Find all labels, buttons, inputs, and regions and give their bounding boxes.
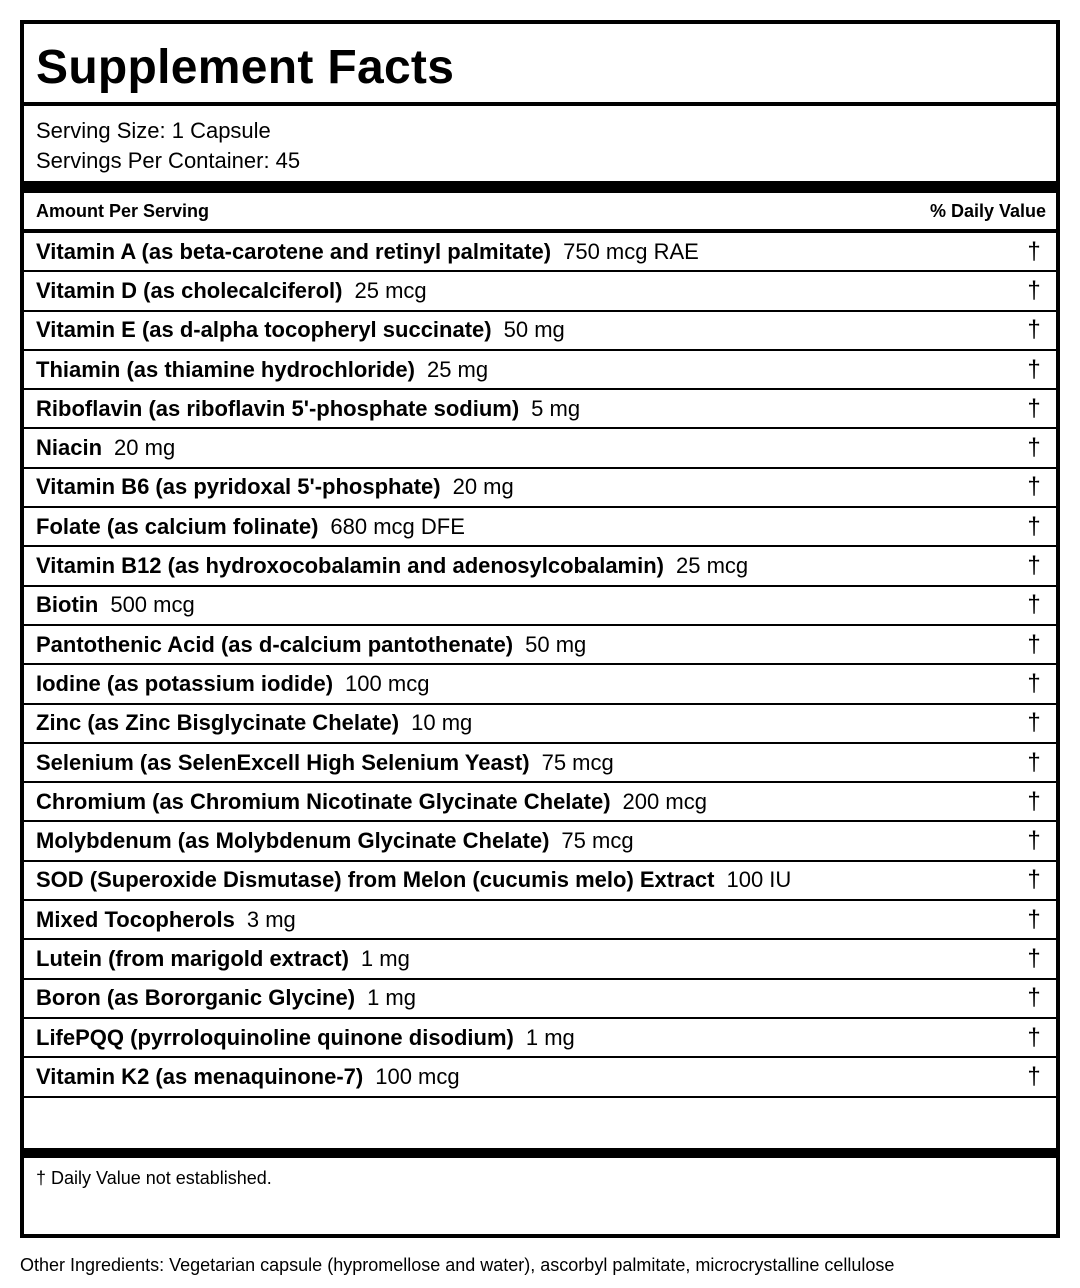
nutrient-name: Selenium (as SelenExcell High Selenium Yeast)	[36, 749, 530, 775]
nutrient-amount: 25 mg	[426, 356, 489, 382]
nutrient-row	[24, 940, 1056, 979]
nutrient-label	[36, 946, 410, 972]
nutrient-name: Niacin	[36, 435, 103, 461]
nutrient-label	[36, 278, 427, 304]
nutrient-amount: 500 mcg	[110, 592, 195, 618]
nutrient-label	[36, 553, 748, 579]
nutrient-name: Vitamin B12 (as hydroxocobalamin and adenosylcobalamin)	[36, 553, 664, 579]
nutrient-name: Vitamin A (as beta-carotene and retinyl palmitate)	[36, 238, 552, 264]
nutrient-label	[36, 239, 699, 265]
nutrient-label	[36, 750, 614, 776]
nutrient-row	[24, 862, 1056, 901]
daily-value-mark: †	[1027, 473, 1041, 501]
nutrient-amount: 1 mg	[525, 1024, 575, 1050]
nutrient-label	[36, 514, 465, 540]
nutrient-name: Pantothenic Acid (as d-calcium pantothenate)	[36, 631, 514, 657]
nutrient-label	[36, 907, 296, 933]
nutrient-amount: 200 mcg	[622, 788, 707, 814]
nutrient-label	[36, 710, 472, 736]
nutrient-row	[24, 1058, 1056, 1097]
nutrient-amount: 10 mg	[411, 710, 473, 736]
nutrient-name: Vitamin K2 (as menaquinone-7)	[36, 1063, 364, 1089]
other-ingredients: Other Ingredients: Vegetarian capsule (hypromellose and water), ascorbyl palmitate, microcrystalline cellulose	[20, 1255, 895, 1275]
daily-value-mark: †	[1027, 866, 1041, 894]
nutrient-amount: 50 mg	[503, 317, 565, 343]
nutrient-row	[24, 272, 1056, 311]
serving-info	[36, 116, 300, 176]
nutrient-amount: 75 mcg	[561, 828, 634, 854]
nutrient-row	[24, 822, 1056, 861]
bottom-thick-divider	[24, 1148, 1056, 1158]
footnote: † Daily Value not established.	[36, 1168, 272, 1188]
daily-value-mark: †	[1027, 827, 1041, 855]
nutrient-label	[36, 435, 175, 461]
nutrient-amount: 20 mg	[114, 435, 176, 461]
nutrient-amount: 20 mg	[452, 474, 514, 500]
nutrient-row	[24, 744, 1056, 783]
daily-value-mark: †	[1027, 905, 1041, 933]
nutrient-name: Boron (as Bororganic Glycine)	[36, 985, 356, 1011]
nutrient-row	[24, 233, 1056, 272]
nutrient-name: Molybdenum (as Molybdenum Glycinate Chelate)	[36, 828, 550, 854]
nutrient-amount: 680 mcg DFE	[330, 513, 465, 539]
nutrient-label	[36, 985, 416, 1011]
nutrient-amount: 3 mg	[246, 906, 296, 932]
nutrient-row	[24, 626, 1056, 665]
nutrient-amount: 25 mcg	[354, 277, 427, 303]
daily-value-mark: †	[1027, 316, 1041, 344]
nutrient-row	[24, 469, 1056, 508]
daily-value-mark: †	[1027, 709, 1041, 737]
daily-value-mark: †	[1027, 512, 1041, 540]
nutrient-name: Thiamin (as thiamine hydrochloride)	[36, 356, 415, 382]
panel-title: Supplement Facts	[36, 41, 455, 94]
daily-value-mark: †	[1027, 394, 1041, 422]
nutrient-name: Riboflavin (as riboflavin 5'-phosphate sodium)	[36, 395, 520, 421]
nutrient-name: Vitamin B6 (as pyridoxal 5'-phosphate)	[36, 474, 441, 500]
nutrient-amount: 750 mcg RAE	[563, 238, 699, 264]
nutrient-name: Mixed Tocopherols	[36, 906, 235, 932]
thick-divider	[24, 181, 1056, 193]
nutrient-row	[24, 1019, 1056, 1058]
nutrient-amount: 1 mg	[367, 985, 416, 1011]
nutrient-label	[36, 592, 195, 618]
nutrient-name: Vitamin E (as d-alpha tocopheryl succinate)	[36, 317, 492, 343]
nutrient-label	[36, 474, 514, 500]
nutrient-name: Vitamin D (as cholecalciferol)	[36, 277, 343, 303]
nutrient-label	[36, 1025, 575, 1051]
nutrient-row	[24, 980, 1056, 1019]
daily-value-mark: †	[1027, 591, 1041, 619]
nutrient-row	[24, 901, 1056, 940]
nutrient-amount: 50 mg	[525, 631, 587, 657]
nutrient-row	[24, 508, 1056, 547]
nutrient-name: Folate (as calcium folinate)	[36, 513, 319, 539]
supplement-facts-panel	[20, 20, 1060, 1238]
daily-value-mark: †	[1027, 787, 1041, 815]
daily-value-mark: †	[1027, 355, 1041, 383]
daily-value-header: % Daily Value	[929, 200, 1046, 221]
nutrient-row	[24, 705, 1056, 744]
nutrient-label	[36, 828, 634, 854]
nutrient-amount: 75 mcg	[541, 749, 614, 775]
nutrient-label	[36, 867, 791, 893]
daily-value-mark: †	[1027, 630, 1041, 658]
nutrient-amount: 25 mcg	[676, 553, 749, 579]
nutrient-row	[24, 547, 1056, 586]
nutrient-label	[36, 396, 580, 422]
nutrient-amount: 5 mg	[531, 395, 581, 421]
daily-value-mark: †	[1027, 276, 1041, 304]
daily-value-mark: †	[1027, 434, 1041, 462]
daily-value-mark: †	[1027, 237, 1041, 265]
nutrient-name: Lutein (from marigold extract)	[36, 945, 349, 971]
nutrient-row	[24, 665, 1056, 704]
nutrient-name: Biotin	[36, 592, 99, 618]
daily-value-mark: †	[1027, 984, 1041, 1012]
column-header-row	[24, 193, 1056, 229]
daily-value-mark: †	[1027, 1062, 1041, 1090]
nutrient-row	[24, 587, 1056, 626]
nutrient-amount: 1 mg	[360, 945, 410, 971]
daily-value-mark: †	[1027, 1023, 1041, 1051]
nutrient-row	[24, 351, 1056, 390]
daily-value-mark: †	[1027, 669, 1041, 697]
serving-size: Serving Size: 1 Capsule	[36, 118, 271, 143]
nutrient-label	[36, 671, 429, 697]
nutrient-name: Zinc (as Zinc Bisglycinate Chelate)	[36, 710, 400, 736]
amount-per-serving-header: Amount Per Serving	[36, 200, 210, 221]
nutrient-row	[24, 312, 1056, 351]
daily-value-mark: †	[1027, 748, 1041, 776]
nutrient-label	[36, 1064, 460, 1090]
nutrient-list	[24, 233, 1056, 1098]
daily-value-mark: †	[1027, 944, 1041, 972]
nutrient-amount: 100 mcg	[345, 670, 430, 696]
nutrient-name: Iodine (as potassium iodide)	[36, 670, 334, 696]
nutrient-name: SOD (Superoxide Dismutase) from Melon (cucumis melo) Extract	[36, 867, 715, 893]
nutrient-row	[24, 429, 1056, 468]
daily-value-mark: †	[1027, 552, 1041, 580]
nutrient-row	[24, 783, 1056, 822]
nutrient-label	[36, 789, 707, 815]
nutrient-row	[24, 390, 1056, 429]
nutrient-amount: 100 IU	[726, 867, 792, 893]
servings-per-container: Servings Per Container: 45	[36, 148, 301, 173]
nutrient-label	[36, 357, 488, 383]
nutrient-label	[36, 632, 586, 658]
nutrient-name: Chromium (as Chromium Nicotinate Glycinate Chelate)	[36, 788, 611, 814]
nutrient-amount: 100 mcg	[375, 1063, 460, 1089]
nutrient-label	[36, 317, 565, 343]
title-divider	[24, 102, 1056, 106]
nutrient-name: LifePQQ (pyrroloquinoline quinone disodium)	[36, 1024, 514, 1050]
